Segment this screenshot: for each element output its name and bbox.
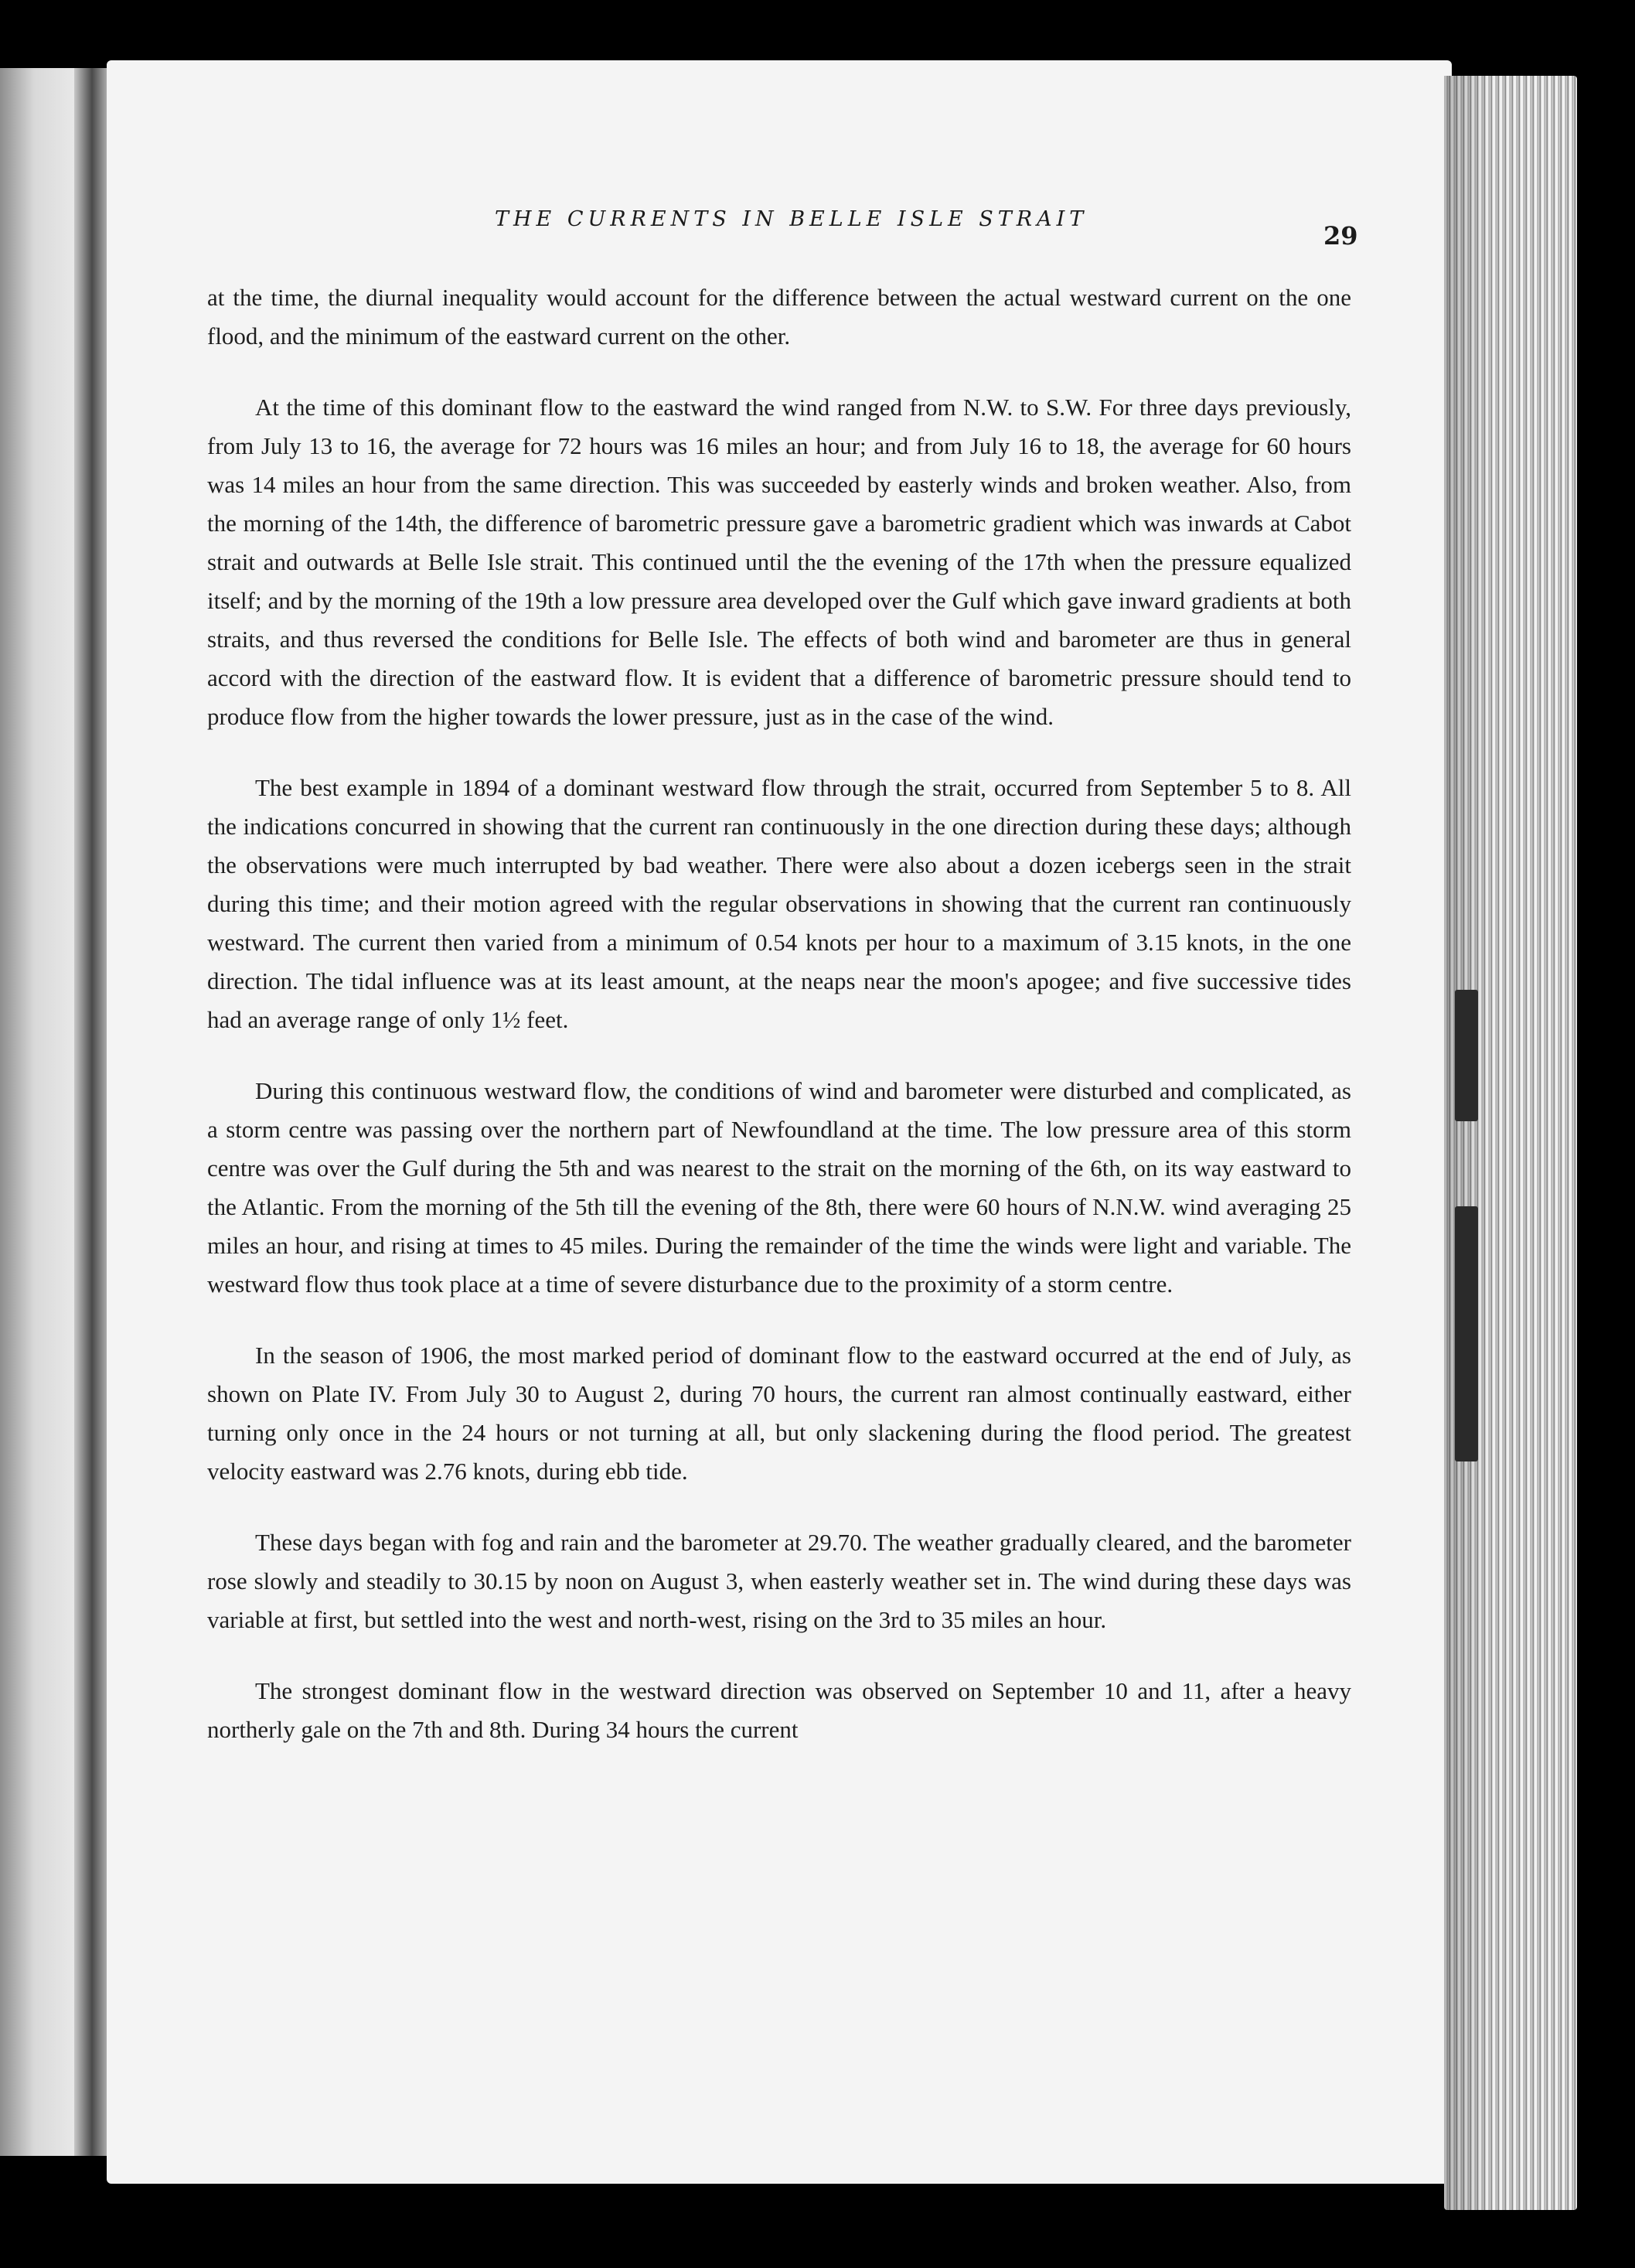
body-text — [207, 278, 1351, 1782]
running-title: THE CURRENTS IN BELLE ISLE STRAIT — [495, 207, 1088, 231]
page-stack-shadow — [1444, 76, 1490, 2210]
page-number: 29 — [1323, 221, 1358, 251]
book-gutter — [74, 68, 110, 2156]
paragraph: The strongest dominant flow in the westward direction was observed on September 10 and 11, after a heavy northerly gale on the 7th and 8th. During 34 hours the current — [207, 1677, 1351, 1743]
edge-ink-mark — [1455, 990, 1478, 1121]
paragraph: These days began with fog and rain and the barometer at 29.70. The weather gradually cleared, and the barometer rose slowly and steadily to 30.15 by noon on August 3, when easterly weather set in. The wind during these days was variable at first, but settled into the west and north-west, rising on the 3rd to 35 miles an hour. — [207, 1529, 1351, 1633]
paragraph: At the time of this dominant flow to the eastward the wind ranged from N.W. to S.W. For three days previously, from July 13 to 16, the average for 72 hours was 16 miles an hour; and from July 16 to 18, the average for 60 hours was 14 miles an hour from the same direction. This was succeeded by easterly winds and broken weather. Also, from the morning of the 14th, the difference of barometric pressure gave a barometric gradient which was inwards at Cabot strait and outwards at Belle Isle strait. This continued until the the evening of the 17th when the pressure equalized itself; and by the morning of the 19th a low pressure area developed over the Gulf which gave inward gradients at both straits, and thus reversed the conditions for Belle Isle. The effects of both wind and barometer are thus in general accord with the direction of the eastward flow. It is evident that a difference of barometric pressure should tend to produce flow from the higher towards the lower pressure, just as in the case of the wind. — [207, 394, 1351, 730]
paragraph: The best example in 1894 of a dominant westward flow through the strait, occurred from September 5 to 8. All the indications concurred in showing that the current ran continuously in the one direction during these days; although the observations were much interrupted by bad weather. There were also about a dozen icebergs seen in the strait during this time; and their motion agreed with the regular observations in showing that the current ran continuously westward. The current then varied from a minimum of 0.54 knots per hour to a maximum of 3.15 knots, in the one direction. The tidal influence was at its least amount, at the neaps near the moon's apogee; and five successive tides had an average range of only 1½ feet. — [207, 774, 1351, 1033]
edge-ink-mark — [1455, 1206, 1478, 1461]
paragraph: In the season of 1906, the most marked period of dominant flow to the eastward occurred at the end of July, as shown on Plate IV. From July 30 to August 2, during 70 hours, the current ran almost continually eastward, either turning only once in the 24 hours or not turning at all, but only slackening during the flood period. The greatest velocity eastward was 2.76 knots, during ebb tide. — [207, 1342, 1351, 1485]
paragraph: During this continuous westward flow, the conditions of wind and barometer were disturbed and complicated, as a storm centre was passing over the northern part of Newfoundland at the time. The low pressure area of this storm centre was over the Gulf during the 5th and was nearest to the strait on the morning of the 6th, on its way eastward to the Atlantic. From the morning of the 5th till the evening of the 8th, there were 60 hours of N.N.W. wind averaging 25 miles an hour, and rising at times to 45 miles. During the remainder of the time the winds were light and variable. The westward flow thus took place at a time of severe disturbance due to the proximity of a storm centre. — [207, 1077, 1351, 1298]
paragraph: at the time, the diurnal inequality would account for the difference between the actual westward current on the one flood, and the minimum of the eastward current on the other. — [207, 284, 1351, 350]
